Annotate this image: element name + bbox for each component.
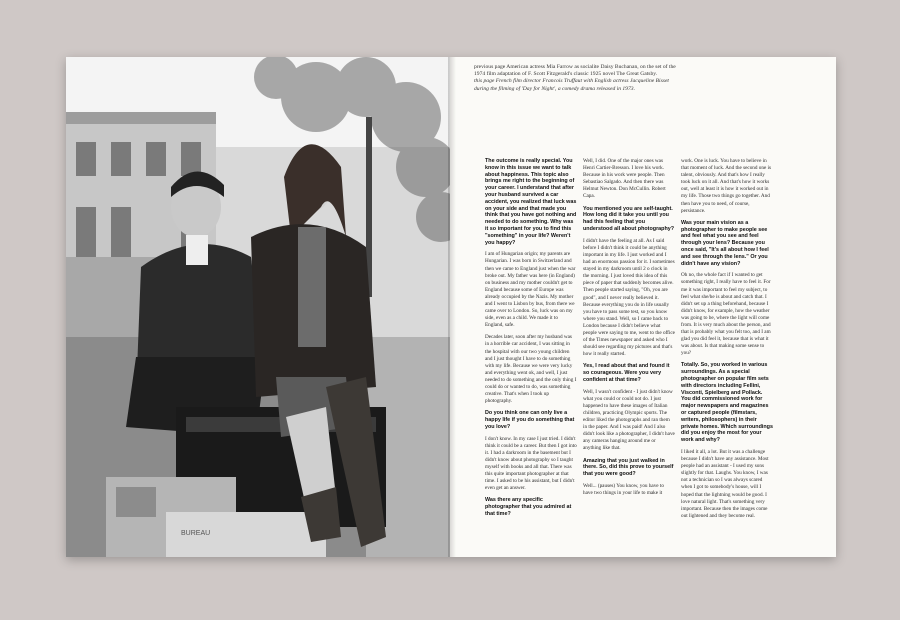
photo-illustration [66,57,450,557]
answer: Well, I wasn't confident - I just didn't know what you could or could not do. I just happened to have these images of Italian children, practicing Olympic sports. The editor liked the photographs and ran them in the paper. And I was paid! And I also didn't look like a photographer, I didn't have any cameras hanging around me or anything like that. [583,388,675,452]
caption-previous-page: previous page American actress Mia Farrow as socialite Daisy Buchanan, on the set of the 1974 film adaptation of F. Scott Fitzgerald's classic 1925 novel The Great Gatsby. [474,64,676,78]
question: The outcome is really special. You know in this issue we want to talk about happiness. This topic also brings me right to the beginning of your career. I understand that after your husband survived a car accident, you realized that luck was on your side and that made you think that you have got nothing and needed to do something. Why was it so important for you to find this "something" in your life? Weren't you happy? [485,158,577,246]
page-gutter [448,57,456,557]
case-label: BUREAU [181,530,211,537]
question: Amazing that you just walked in there. So, did this prove to yourself that you were good? [583,457,674,478]
answer: I liked it all, a lot. But it was a challenge because I didn't have any assistance. Most people had an assistant - I used my sons slightly for that. Laughs. You know, I was not a technician so I was always scared when I got to somebody's house, will I hoped that the lightning would be good. I love natural light. That's something very important. Because then the images come out lightened and they become real. [681,449,769,519]
text-column-2 [583,158,675,502]
photo-caption [474,64,684,93]
answer: I don't know. In my case I just tried. I didn't think it could be a career. But then I got into it. I had a darkroom in the basement but I didn't know about photography so I taught myself with books and all that. There was this quite important photographer at that time. I asked to be his assistant, but I didn't even get an answer. [485,435,577,492]
text-column-1 [485,158,577,523]
question: Do you think one can only live a happy life if you do something that you love? [485,410,575,430]
answer: Well... (pauses) You know, you have to have two things in your life to make it [583,482,664,497]
question: Was there any specific photographer that you admired at that time? [485,497,572,518]
question: Yes, I read about that and found it so courageous. Were you very confident at that time? [583,363,670,383]
question: You mentioned you are self-taught. How long did it take you until you had this feeling that you understood all about photography? [583,205,675,232]
answer: I didn't have the feeling at all. As I said before I didn't think it could be anything important in my life. I just worked and I had an enormous passion for it. I sometimes stayed in my darkroom until 2 o clock in the morning. I just loved this idea of this piece of paper that suddenly becomes alive. Then people started saying, "Oh, you are good", and I never really believed it. Because everything you do in life usually you have to pass some test, so you know where you stand. Well, so I came back to London because I didn't believe what people were saying to me, went to the office of the Times newspaper and asked who I should see regarding my pictures and that's how it really started. [583,237,675,358]
caption-this-page: this page French film director Francois Truffaut with English actress Jacqueline Bisset during the filming of 'Day for Night', a comedy drama released in 1973. [474,78,669,92]
answer: work. One is luck. You have to believe in that moment of luck. And the second one is talent, obviously. And that's how I really took luck on it all. And that's how it works out, well at least it is how it worked out in my life. Those two things go together. And then have you to need, of course, persistance. [681,158,772,214]
text-column-3 [681,158,773,525]
question: Was your main vision as a photographer to make people see and feel what you see and feel through your lens? Because you once said, "It's all about how I feel and see through the lens." Or you didn't have any vision? [681,219,769,267]
answer: Well, I did. One of the major ones was Henri Cartier-Bresson. I love his work. Because in his work were people. Then Sebastiao Salgado. And then there was Helmut Newton. Don McCullin. Robert Capa. [583,158,666,200]
answer: I am of Hungarian origin; my parents are Hungarian. I was born in Switzerland and then we came to England just when the war broke out. My father was here (in England) on business and my mother couldn't get to England because some of Europe was already occupied by the Nazis. My mother and I went to Lisbon by bus, from there we came over to London. So, luck was on my side, even as a child. We made it to England, safe. [485,251,576,329]
bw-photograph [66,57,450,557]
question: Totally. So, you worked in various surroundings. As a special photographer on popular film sets with directors including Fellini, Visconti, Spielberg and Pollack. You did commissioned work for major newspapers and magazines or captured people (filmstars, writers, philosophers) in their private homes. Which surroundings did you enjoy the most for your work and why? [681,362,773,444]
answer: Oh no, the whole fact if I wanted to get something right, I really have to feel it. For me it was important to feel my subject, to feel what she/he is about and catch that. I didn't set up a thing beforehand, because I didn't know, for example, how the weather was going to be, where the light will come from. It is very much about the person, and that is probably what you felt too, and I am glad you did feel it, because that is what it was about. Is that making some sense to you? [681,272,771,357]
answer: Decades later, soon after my husband was in a horrible car accident, I was sitting in the hospital with our two young children and I just thought I have to do something with my life. Because we were very lucky and everything went ok, and well, I just needed to do something and the only thing I could do or wanted to do, was something creative. That's when I took up photography. [485,334,577,405]
